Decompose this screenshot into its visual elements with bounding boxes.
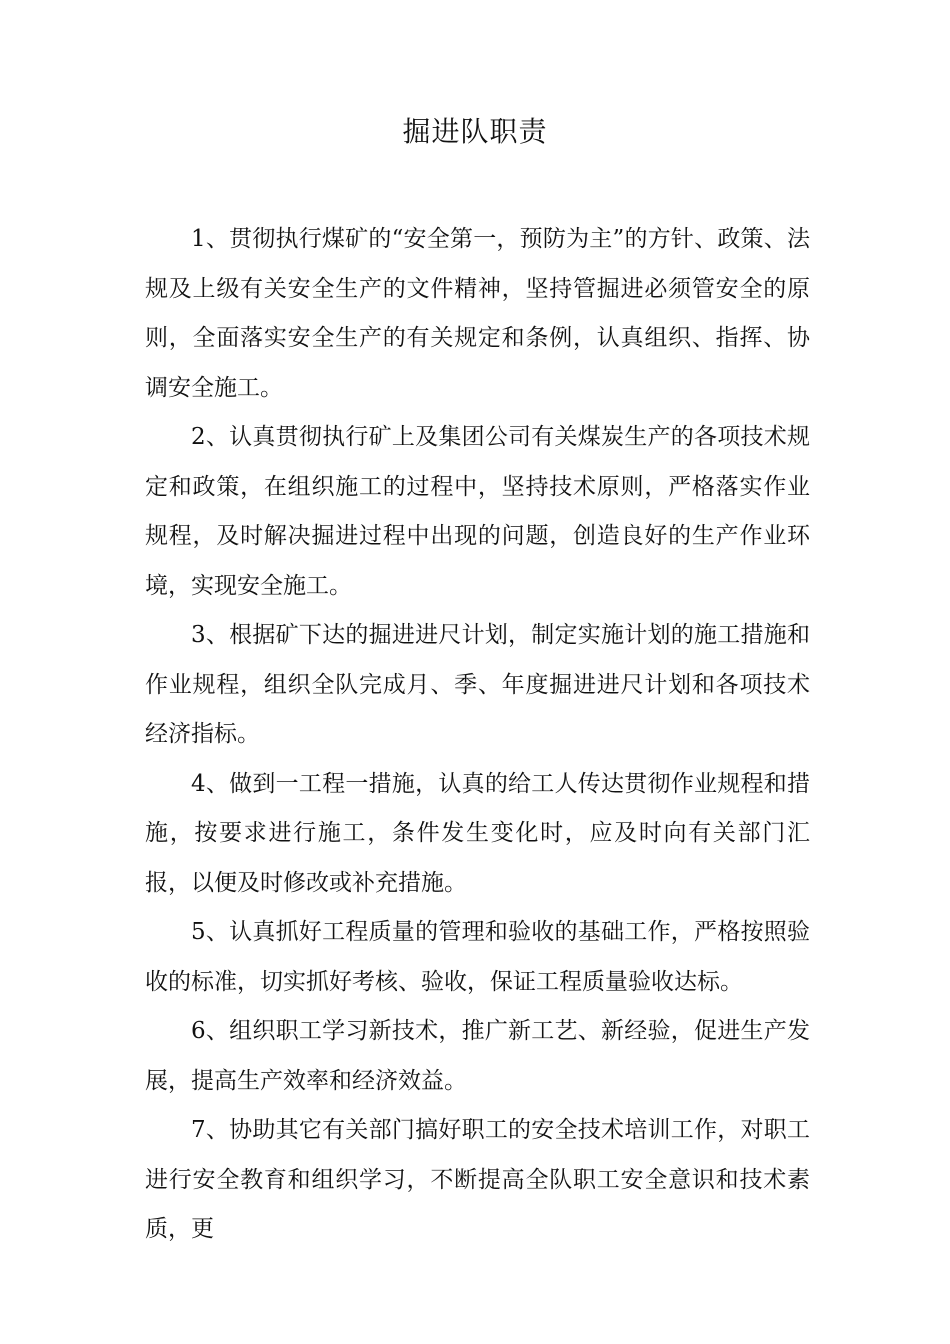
document-title: 掘进队职责 [402,115,548,148]
duty-paragraph-1: 1、贯彻执行煤矿的“安全第一，预防为主”的方针、政策、法规及上级有关安全生产的文件精神，坚持管掘进必须管安全的原则，全面落实安全生产的有关规定和条例，认真组织、指挥、协调安全施工。 [145,226,810,401]
duty-paragraph-2: 2、认真贯彻执行矿上及集团公司有关煤炭生产的各项技术规定和政策，在组织施工的过程中，坚持技术原则，严格落实作业规程，及时解决掘进过程中出现的问题，创造良好的生产作业环境，实现安全施工。 [145,424,810,599]
duty-paragraph-6: 6、组织职工学习新技术，推广新工艺、新经验，促进生产发展，提高生产效率和经济效益。 [145,1018,810,1094]
duty-paragraph-3: 3、根据矿下达的掘进进尺计划，制定实施计划的施工措施和作业规程，组织全队完成月、季、年度掘进进尺计划和各项技术经济指标。 [145,622,810,747]
duty-paragraph-7: 7、协助其它有关部门搞好职工的安全技术培训工作，对职工进行安全教育和组织学习，不断提高全队职工安全意识和技术素质，更 [145,1117,810,1242]
duty-paragraph-4: 4、做到一工程一措施，认真的给工人传达贯彻作业规程和措施，按要求进行施工，条件发生变化时，应及时向有关部门汇报，以便及时修改或补充措施。 [145,770,810,896]
duty-paragraph-5: 5、认真抓好工程质量的管理和验收的基础工作，严格按照验收的标准，切实抓好考核、验收，保证工程质量验收达标。 [145,919,810,995]
document-body [145,215,810,1255]
